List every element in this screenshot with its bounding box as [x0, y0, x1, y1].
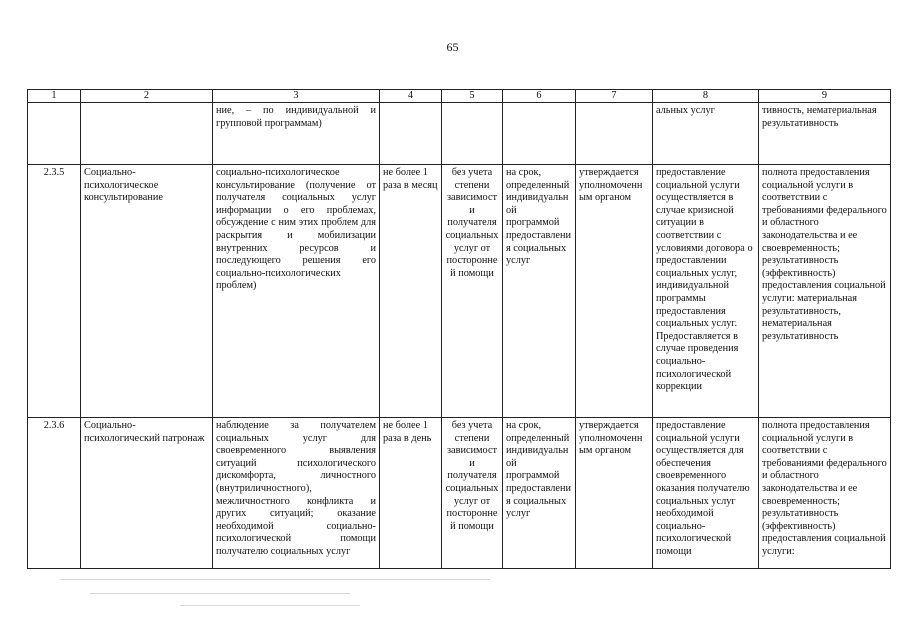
scan-artifact: [60, 575, 520, 615]
cell-cost: без учета степени зависимости получателя социальных услуг от посторонней помощи: [442, 165, 503, 418]
cell-quality: тивность, нематериальная результативность: [759, 103, 891, 165]
services-table: [27, 89, 891, 569]
cell-description: ние, – по индивидуальной и групповой программам): [213, 103, 380, 165]
cell-approval: [576, 103, 653, 165]
table-row: [28, 165, 891, 418]
cell-number: 2.3.6: [28, 418, 81, 569]
table-row: [28, 418, 891, 569]
cell-frequency: не более 1 раза в день: [380, 418, 442, 569]
cell-conditions: предоставление социальной услуги осуществляется для обеспечения своевременного оказания получателю социальных услуг необходимой социально-психологической помощи: [653, 418, 759, 569]
cell-conditions: предоставление социальной услуги осуществляется в случае кризисной ситуации в соответствии с условиями договора о предоставлении социальных услуг, индивидуальной программы предоставления социальных услуг. Предоставляется в случае проведения социально-психологической коррекции: [653, 165, 759, 418]
column-number: 7: [576, 90, 653, 103]
cell-conditions: альных услуг: [653, 103, 759, 165]
cell-quality: полнота предоставления социальной услуги в соответствии с требованиями федерального и областного законодательства и ее своевременность; результативность (эффективность) предоставления социальной услуги: материальная результативность, нематериальная результативность: [759, 165, 891, 418]
column-number: 6: [503, 90, 576, 103]
cell-number: [28, 103, 81, 165]
cell-cost: без учета степени зависимости получателя социальных услуг от посторонней помощи: [442, 418, 503, 569]
column-number: 8: [653, 90, 759, 103]
column-number: 4: [380, 90, 442, 103]
column-number-row: [28, 90, 891, 103]
continuation-row: [28, 103, 891, 165]
cell-description: наблюдение за получателем социальных услуг для своевременного выявления ситуаций психологического дискомфорта, личностного (внутриличностного), межличностного конфликта и других ситуаций; оказание необходимой социально-психологической помощи получателю социальных услуг: [213, 418, 380, 569]
column-number: 3: [213, 90, 380, 103]
cell-approval: утверждается уполномоченным органом: [576, 418, 653, 569]
cell-name: Социально-психологический патронаж: [81, 418, 213, 569]
cell-name: Социально-психологическое консультирование: [81, 165, 213, 418]
cell-term: на срок, определенный индивидуальной программой предоставления социальных услуг: [503, 165, 576, 418]
cell-name: [81, 103, 213, 165]
cell-number: 2.3.5: [28, 165, 81, 418]
column-number: 5: [442, 90, 503, 103]
cell-description: социально-психологическое консультирование (получение от получателя социальных услуг информации о его проблемах, обсуждение с ним этих проблем для раскрытия и мобилизации внутренних ресурсов и последующего решения его социально-психологических проблем): [213, 165, 380, 418]
cell-frequency: не более 1 раза в месяц: [380, 165, 442, 418]
page-number: 65: [446, 40, 459, 54]
cell-cost: [442, 103, 503, 165]
column-number: 1: [28, 90, 81, 103]
cell-approval: утверждается уполномоченным органом: [576, 165, 653, 418]
cell-term: [503, 103, 576, 165]
cell-term: на срок, определенный индивидуальной программой предоставления социальных услуг: [503, 418, 576, 569]
cell-frequency: [380, 103, 442, 165]
column-number: 2: [81, 90, 213, 103]
cell-quality: полнота предоставления социальной услуги в соответствии с требованиями федерального и областного законодательства и ее своевременность; результативность (эффективность) предоставления социальной услуги:: [759, 418, 891, 569]
column-number: 9: [759, 90, 891, 103]
